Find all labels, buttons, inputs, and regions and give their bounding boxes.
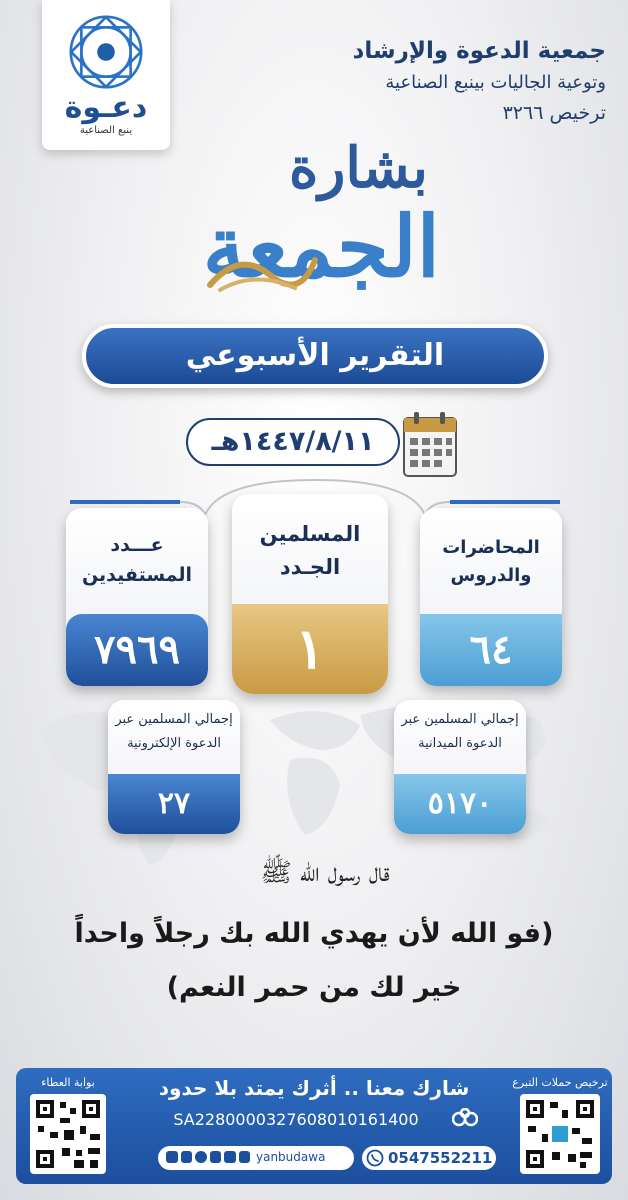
title-calligraphy [190, 135, 440, 310]
license-number: ترخيص ٣٢٦٦ [502, 102, 606, 124]
logo-emblem-icon [62, 8, 150, 96]
hadith-line-1: (فو الله لأن يهدي الله بك رجلاً واحداً [74, 918, 554, 949]
iban-number: SA2280000327608010161400 [173, 1110, 419, 1129]
social-handle-pill[interactable] [158, 1146, 354, 1170]
logo-subtitle: ينبع الصناعية [79, 125, 133, 136]
beneficiaries-card [66, 508, 208, 686]
electronic-dawah-label: إجمالي المسلمين عبر الدعوة الإلكترونية [115, 712, 233, 751]
lectures-label: المحاضرات والدروس [442, 537, 540, 586]
field-dawah-label: إجمالي المسلمين عبر الدعوة الميدانية [401, 712, 519, 751]
weekly-report-title: التقرير الأسبوعي [82, 324, 548, 388]
donation-license-label: ترخيص حملات التبرع [512, 1076, 608, 1089]
social-handle: yanbudawa [256, 1150, 326, 1164]
youtube-icon [239, 1151, 251, 1163]
electronic-dawah-card [108, 700, 240, 834]
title-main-word: الجمعة [202, 197, 440, 296]
donation-portal-label: بوابة العطاء [41, 1076, 95, 1089]
iban-row [146, 1106, 486, 1132]
beneficiaries-label: عـــدد المستفيدين [81, 534, 193, 586]
gold-flourish-icon [200, 230, 320, 300]
donation-license-qr-code[interactable] [520, 1094, 600, 1174]
organization-subname: وتوعية الجاليات بينبع الصناعية [385, 72, 606, 93]
new-muslims-value: ١ [232, 604, 388, 694]
field-dawah-card [394, 700, 526, 834]
organization-logo [42, 0, 170, 150]
report-date: ١٤٤٧/٨/١١هـ [186, 418, 400, 466]
whatsapp-icon [366, 1149, 384, 1167]
phone-number: 0547552211 [388, 1149, 493, 1167]
bank-icon [452, 1108, 478, 1130]
field-dawah-value: ٥١٧٠ [394, 774, 526, 834]
electronic-dawah-value: ٢٧ [108, 774, 240, 834]
title-top-word: بشارة [289, 135, 428, 201]
donation-portal-qr-code[interactable] [30, 1094, 106, 1174]
social-icons [166, 1151, 250, 1165]
qr-code-icon [30, 1094, 106, 1174]
telegram-icon [195, 1151, 207, 1163]
footer-banner [16, 1068, 612, 1184]
facebook-icon [224, 1151, 236, 1163]
snapchat-icon [166, 1151, 178, 1163]
instagram-icon [181, 1151, 193, 1163]
new-muslims-label: المسلمين الجـدد [259, 522, 361, 579]
x-icon [210, 1151, 222, 1163]
lectures-card [420, 508, 562, 686]
footer-slogan: شارك معنا .. أثرك يمتد بلا حدود [158, 1076, 470, 1100]
new-muslims-card [232, 494, 388, 694]
hadith-intro: قال رسول الله ﷺ [260, 858, 390, 888]
organization-name: جمعية الدعوة والإرشاد [352, 38, 606, 64]
logo-wordmark: دعـوة [64, 90, 148, 125]
phone-pill[interactable] [362, 1146, 496, 1170]
beneficiaries-value: ٧٩٦٩ [66, 614, 208, 686]
hadith-line-2: خير لك من حمر النعم) [166, 972, 462, 1003]
qr-code-icon [520, 1094, 600, 1174]
lectures-value: ٦٤ [420, 614, 562, 686]
